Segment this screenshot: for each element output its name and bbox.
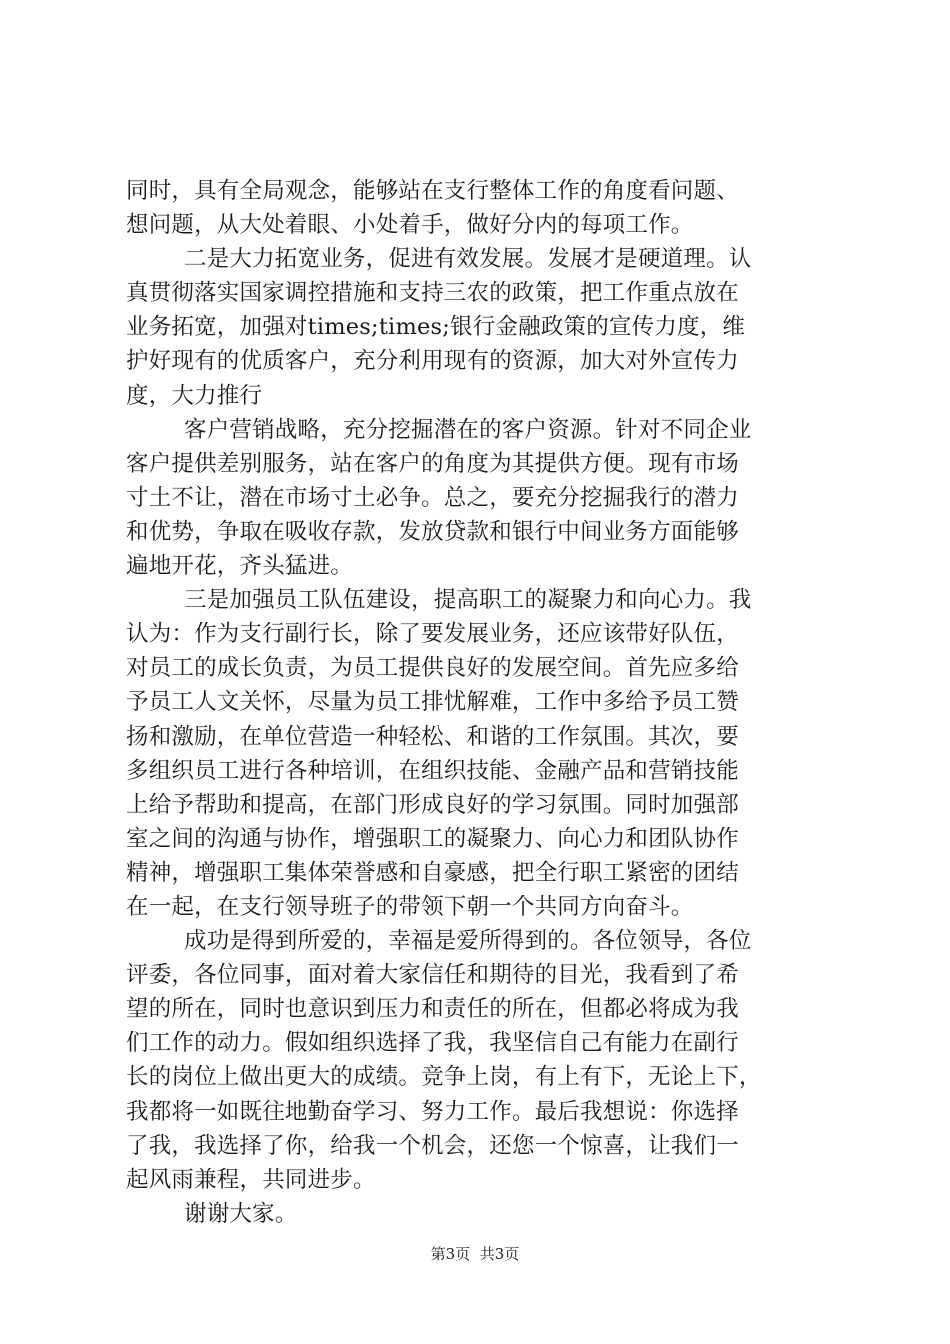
text-line: 扬和激励，在单位营造一种轻松、和谐的工作氛围。其次，要: [126, 723, 739, 750]
text-line: 对员工的成长负责，为员工提供良好的发展空间。首先应多给: [126, 655, 739, 682]
text-line: 予员工人文关怀，尽量为员工排忧解难，工作中多给予员工赞: [126, 689, 739, 716]
text-line: 真贯彻落实国家调控措施和支持三农的政策，把工作重点放在: [126, 280, 739, 307]
text-line: 二是大力拓宽业务，促进有效发展。发展才是硬道理。认: [184, 246, 752, 273]
text-line: 我都将一如既往地勤奋学习、努力工作。最后我想说：你选择: [126, 1098, 739, 1125]
text-line: 护好现有的优质客户，充分利用现有的资源，加大对外宣传力: [126, 348, 739, 375]
text-line: 成功是得到所爱的，幸福是爱所得到的。各位领导，各位: [184, 928, 752, 955]
text-line: 认为：作为支行副行长，除了要发展业务，还应该带好队伍，: [126, 621, 739, 648]
text-line: 客户提供差别服务，站在客户的角度为其提供方便。现有市场: [126, 450, 739, 477]
text-line: 客户营销战略，充分挖掘潜在的客户资源。针对不同企业: [184, 416, 752, 443]
text-line: 了我，我选择了你，给我一个机会，还您一个惊喜，让我们一: [126, 1132, 739, 1159]
text-line: 想问题，从大处着眼、小处着手，做好分内的每项工作。: [126, 212, 694, 239]
text-line: 望的所在，同时也意识到压力和责任的所在，但都必将成为我: [126, 996, 739, 1023]
text-line: 和优势，争取在吸收存款，发放贷款和银行中间业务方面能够: [126, 518, 739, 545]
text-line: 评委，各位同事，面对着大家信任和期待的目光，我看到了希: [126, 962, 739, 989]
text-line: 在一起，在支行领导班子的带领下朝一个共同方向奋斗。: [126, 893, 694, 920]
text-line: 同时，具有全局观念，能够站在支行整体工作的角度看问题、: [126, 178, 739, 204]
text-line: 长的岗位上做出更大的成绩。竞争上岗，有上有下，无论上下，: [126, 1064, 762, 1091]
text-line: 业务拓宽，加强对times;times;银行金融政策的宣传力度，维: [126, 314, 746, 341]
document-body: [126, 174, 838, 1231]
text-line: 精神，增强职工集体荣誉感和自豪感，把全行职工紧密的团结: [126, 859, 739, 886]
text-line: 上给予帮助和提高，在部门形成良好的学习氛围。同时加强部: [126, 791, 739, 818]
text-line: 遍地开花，齐头猛进。: [126, 553, 354, 580]
text-line: 室之间的沟通与协作，增强职工的凝聚力、向心力和团队协作: [126, 825, 739, 852]
text-line: 多组织员工进行各种培训，在组织技能、金融产品和营销技能: [126, 757, 739, 784]
text-line: 寸土不让，潜在市场寸土必争。总之，要充分挖掘我行的潜力: [126, 484, 739, 511]
text-line: 度，大力推行: [126, 382, 263, 409]
page-footer: [0, 1244, 950, 1264]
page-total: 共3页: [479, 1245, 520, 1263]
page-number: 第3页: [430, 1245, 471, 1263]
text-line: 们工作的动力。假如组织选择了我，我坚信自己有能力在副行: [126, 1030, 739, 1057]
text-line: 三是加强员工队伍建设，提高职工的凝聚力和向心力。我: [184, 587, 752, 614]
text-line: 起风雨兼程，共同进步。: [126, 1166, 376, 1193]
text-line: 谢谢大家。: [184, 1200, 298, 1227]
